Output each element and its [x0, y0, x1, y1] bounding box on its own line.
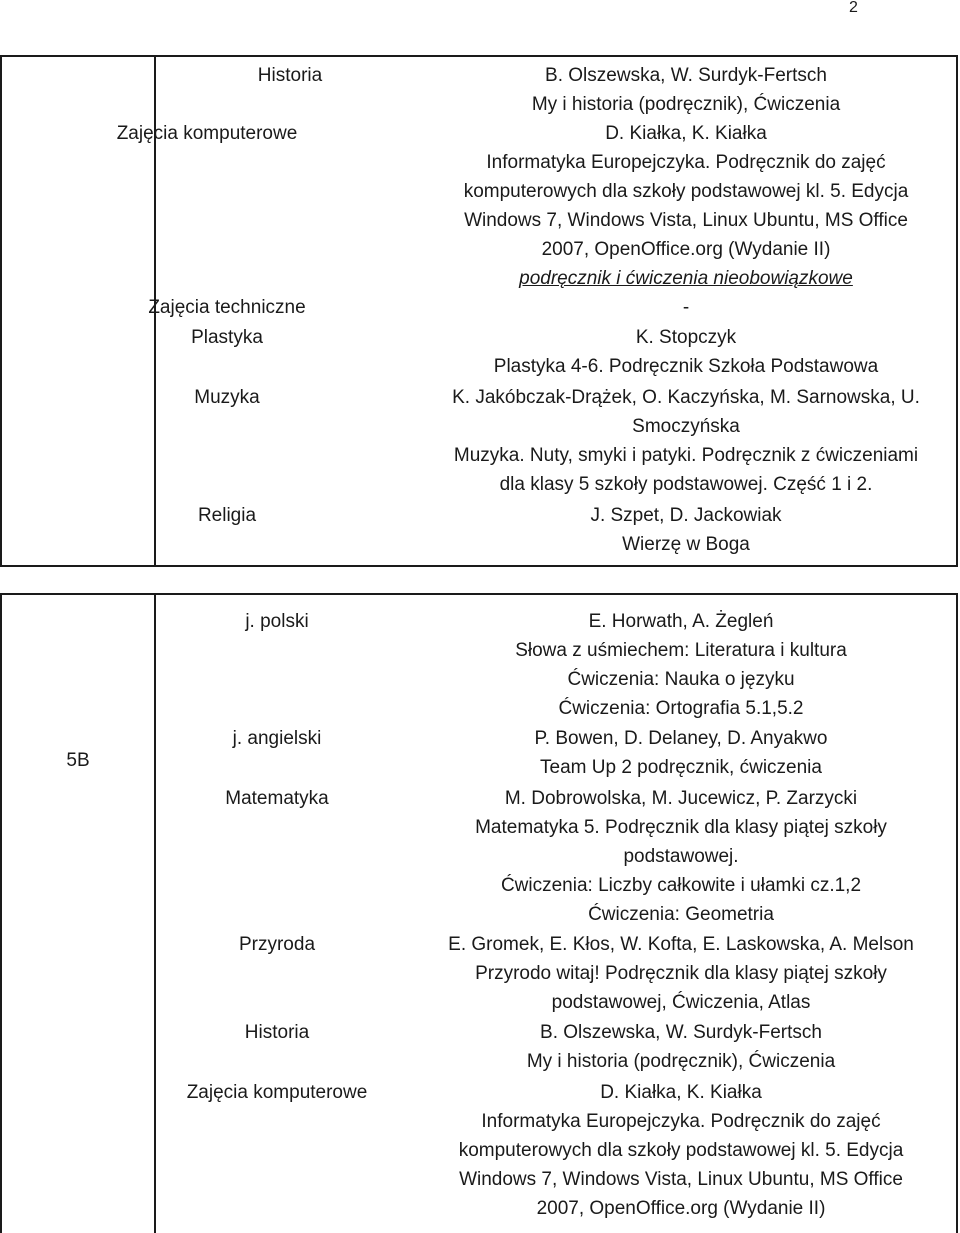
- book-line: Słowa z uśmiechem: Literatura i kultura: [515, 640, 847, 661]
- book-description: [410, 724, 952, 782]
- book-line: My i historia (podręcznik), Ćwiczenia: [526, 1051, 836, 1072]
- book-line: dla klasy 5 szkoły podstawowej. Część 1 i 2.: [499, 474, 873, 495]
- book-description: [410, 1078, 952, 1223]
- book-line: D. Kiałka, K. Kiałka: [600, 1082, 762, 1103]
- book-description: [415, 323, 957, 381]
- book-line: Ćwiczenia: Geometria: [588, 904, 774, 925]
- book-line: 2007, OpenOffice.org (Wydanie II): [536, 1198, 826, 1219]
- book-line: komputerowych dla szkoły podstawowej kl. 5. Edycja: [458, 1140, 904, 1161]
- class-label-5b: 5B: [66, 750, 90, 771]
- book-line: Windows 7, Windows Vista, Linux Ubuntu, MS Office: [464, 210, 908, 231]
- book-line: E. Horwath, A. Żegleń: [588, 611, 774, 632]
- book-line: Przyrodo witaj! Podręcznik dla klasy piątej szkoły: [475, 963, 887, 984]
- subject-name: Plastyka: [191, 327, 263, 348]
- subject-name: Matematyka: [225, 788, 329, 809]
- book-line: K. Stopczyk: [635, 327, 737, 348]
- subject-name: Religia: [197, 505, 257, 526]
- book-line: Matematyka 5. Podręcznik dla klasy piątej szkoły: [475, 817, 887, 838]
- book-description: [410, 607, 952, 723]
- page-number: 2: [849, 0, 858, 16]
- book-description: [410, 784, 952, 929]
- book-description: [415, 501, 957, 559]
- book-description: [410, 930, 952, 1017]
- section-a-table: [0, 55, 958, 567]
- book-line: E. Gromek, E. Kłos, W. Kofta, E. Laskowska, A. Melson: [448, 934, 914, 955]
- book-line: -: [682, 297, 690, 318]
- subject-name: Zajęcia techniczne: [148, 297, 306, 318]
- subject-name: Zajęcia komputerowe: [186, 1082, 368, 1103]
- book-line: K. Jakóbczak-Drążek, O. Kaczyńska, M. Sarnowska, U.: [452, 387, 920, 408]
- book-description: [415, 119, 957, 293]
- book-line: 2007, OpenOffice.org (Wydanie II): [541, 239, 831, 260]
- subject-name: j. angielski: [232, 728, 322, 749]
- book-line: Ćwiczenia: Liczby całkowite i ułamki cz.1,2: [500, 875, 862, 896]
- book-line: J. Szpet, D. Jackowiak: [590, 505, 782, 526]
- book-note: podręcznik i ćwiczenia nieobowiązkowe: [519, 268, 853, 289]
- book-line: Ćwiczenia: Ortografia 5.1,5.2: [558, 698, 804, 719]
- book-line: Smoczyńska: [632, 416, 740, 437]
- book-line: D. Kiałka, K. Kiałka: [605, 123, 767, 144]
- book-description: [415, 293, 957, 322]
- subject-name: Przyroda: [238, 934, 316, 955]
- book-line: Wierzę w Boga: [622, 534, 750, 555]
- book-line: komputerowych dla szkoły podstawowej kl. 5. Edycja: [463, 181, 909, 202]
- book-line: Windows 7, Windows Vista, Linux Ubuntu, MS Office: [459, 1169, 903, 1190]
- book-line: Team Up 2 podręcznik, ćwiczenia: [540, 757, 822, 778]
- book-line: P. Bowen, D. Delaney, D. Anyakwo: [534, 728, 828, 749]
- book-line: Muzyka. Nuty, smyki i patyki. Podręcznik z ćwiczeniami: [453, 445, 919, 466]
- book-line: M. Dobrowolska, M. Jucewicz, P. Zarzycki: [504, 788, 858, 809]
- book-description: [410, 1018, 952, 1076]
- book-line: Informatyka Europejczyka. Podręcznik do zajęć: [481, 1111, 881, 1132]
- book-description: [415, 61, 957, 119]
- book-line: B. Olszewska, W. Surdyk-Fertsch: [540, 1022, 822, 1043]
- subject-name: Zajęcia komputerowe: [116, 123, 298, 144]
- book-line: B. Olszewska, W. Surdyk-Fertsch: [545, 65, 827, 86]
- subject-name: Historia: [244, 1022, 310, 1043]
- section-b-class-column: [2, 595, 156, 1233]
- book-line: Plastyka 4-6. Podręcznik Szkoła Podstawowa: [493, 356, 879, 377]
- subject-name: j. polski: [245, 611, 309, 632]
- book-line: Informatyka Europejczyka. Podręcznik do zajęć: [486, 152, 886, 173]
- book-line: My i historia (podręcznik), Ćwiczenia: [531, 94, 841, 115]
- section-b-table: [0, 593, 958, 1233]
- book-line: podstawowej.: [623, 846, 739, 867]
- subject-name: Muzyka: [194, 387, 260, 408]
- book-line: Ćwiczenia: Nauka o języku: [567, 669, 795, 690]
- subject-name: Historia: [257, 65, 323, 86]
- book-description: [415, 383, 957, 499]
- book-line: podstawowej, Ćwiczenia, Atlas: [551, 992, 811, 1013]
